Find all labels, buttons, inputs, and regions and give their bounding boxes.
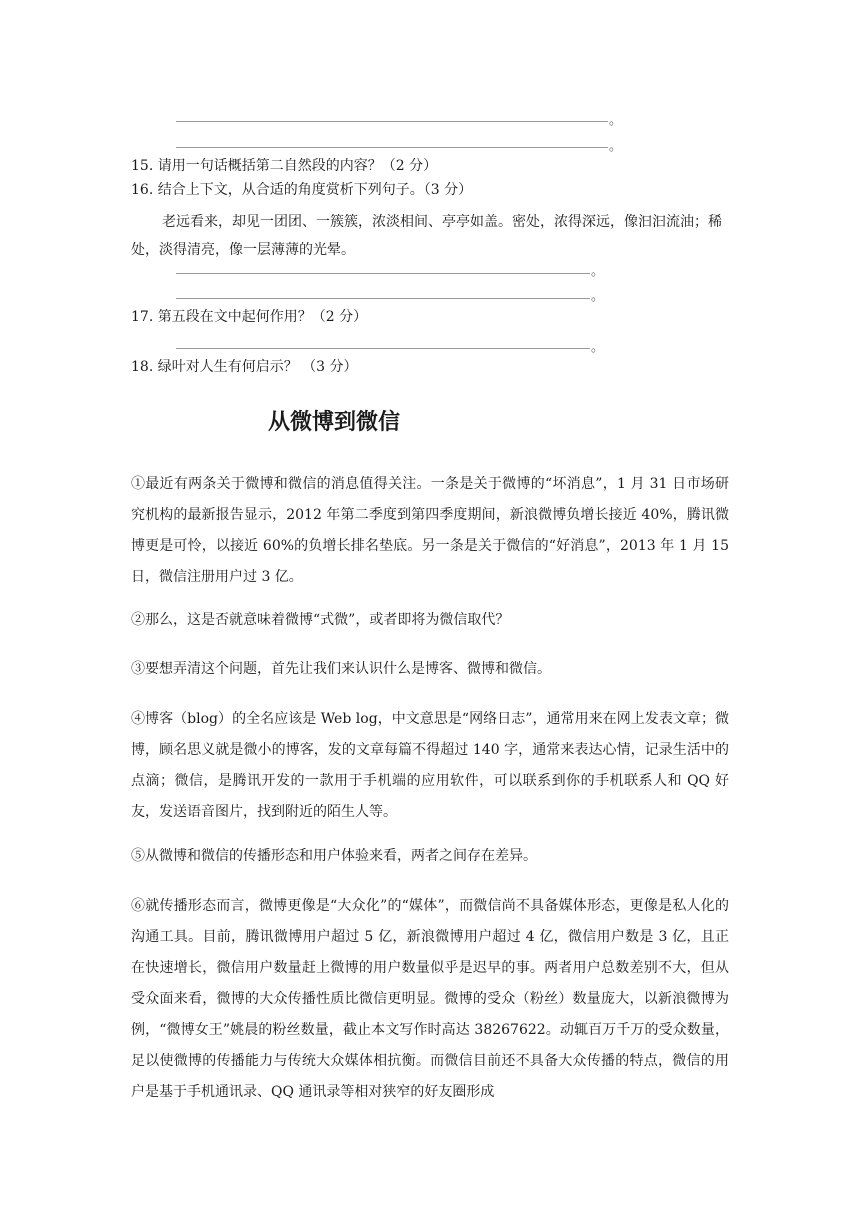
line-end-mark: 。: [591, 264, 605, 279]
question-17: 17. 第五段在文中起何作用？（2 分）: [131, 309, 368, 325]
answer-line: [176, 147, 608, 148]
paragraph-4: ④博客（blog）的全名应该是 Web log，中文意思是“网络日志”，通常用来在网上发表文章；微博，顾名思义就是微小的博客，发的文章每篇不得超过 140 字，通常来表达心情，记录生活中的点滴；微信，是腾讯开发的一款用于手机端的应用软件，可以联系到你的手机联系人和 QQ 好友，发送语音图片，找到附近的陌生人等。: [131, 711, 729, 820]
article-title: 从微博到微信: [268, 409, 401, 435]
question-15: 15. 请用一句话概括第二自然段的内容？（2 分）: [131, 158, 438, 174]
answer-line: [176, 273, 590, 274]
paragraph-1: ①最近有两条关于微博和微信的消息值得关注。一条是关于微博的“坏消息”，1 月 31 日市场研究机构的最新报告显示，2012 年第二季度到第四季度期间，新浪微博负增长接近 40%，腾讯微博更是可怜，以接近 60%的负增长排名垫底。另一条是关于微信的“好消息”，2013 年 1 月 15 日，微信注册用户过 3 亿。: [131, 476, 729, 585]
paragraph-3: ③要想弄清这个问题，首先让我们来认识什么是博客、微博和微信。: [131, 661, 551, 677]
line-end-mark: 。: [609, 113, 623, 128]
answer-line: [176, 348, 590, 349]
line-end-mark: 。: [591, 289, 605, 304]
paragraph-2: ②那么，这是否就意味着微博“式微”，或者即将为微信取代？: [131, 612, 510, 628]
question-16: 16. 结合上下文，从合适的角度赏析下列句子。（3 分）: [131, 182, 473, 198]
paragraph-6: ⑥就传播形态而言，微博更像是“大众化”的“媒体”，而微信尚不具备媒体形态，更像是私人化的沟通工具。目前，腾讯微博用户超过 5 亿，新浪微博用户超过 4 亿，微信用户数是 3 亿，且正在快速增长，微信用户数量赶上微博的用户数量似乎是迟早的事。两者用户总数差别不大，但从受众面来看，微博的大众传播性质比微信更明显。微博的受众（粉丝）数量庞大，以新浪微博为例，“微博女王”姚晨的粉丝数量，截止本文写作时高达 38267622。动辄百万千万的受众数量，足以使微博的传播能力与传统大众媒体相抗衡。而微信目前还不具备大众传播的特点，微信的用户是基于手机通讯录、QQ 通讯录等相对狭窄的好友圈形成: [131, 898, 729, 1100]
question-16-quote: [131, 208, 731, 264]
answer-line: [176, 298, 590, 299]
question-18: 18. 绿叶对人生有何启示？ （3 分）: [131, 359, 358, 375]
answer-line: [176, 121, 608, 122]
line-end-mark: 。: [591, 340, 605, 355]
line-end-mark: 。: [609, 139, 623, 154]
quote-text: 老远看来，却见一团团、一簇簇，浓淡相间、亭亭如盖。密处，浓得深远，像汩汩流油；稀处，淡得清亮，像一层薄薄的光晕。: [131, 214, 722, 258]
paragraph-5: ⑤从微博和微信的传播形态和用户体验来看，两者之间存在差异。: [131, 848, 537, 864]
